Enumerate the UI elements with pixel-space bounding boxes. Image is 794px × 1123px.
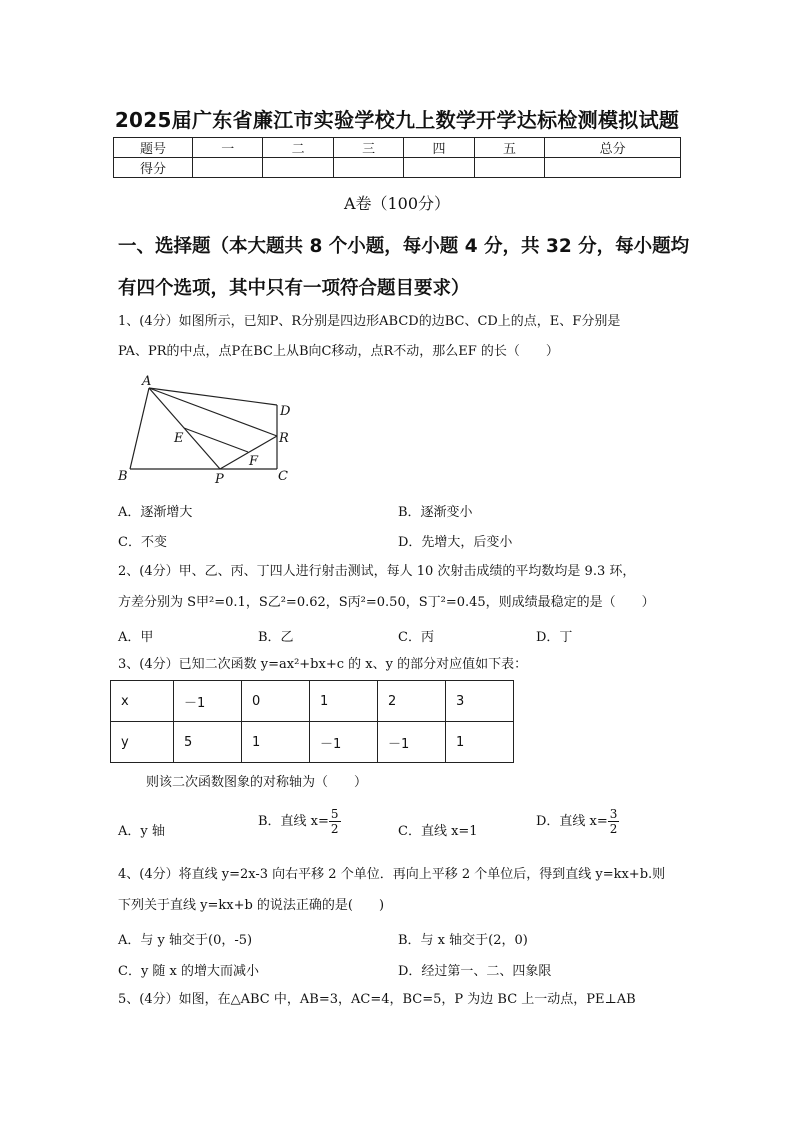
label-E: E bbox=[174, 431, 184, 446]
q3-y-cell: －1 bbox=[378, 722, 446, 763]
q3-y-cell: 5 bbox=[174, 722, 242, 763]
q1-text-line2: PA、PR的中点，点P在BC上从B向C移动，点R不动，那么EF 的长（ ） bbox=[118, 344, 559, 359]
q3-option-b[interactable] bbox=[258, 807, 341, 836]
label-P: P bbox=[215, 472, 224, 487]
score-cell[interactable] bbox=[474, 158, 544, 178]
q3-x-cell: 3 bbox=[446, 681, 514, 722]
q2-option-a[interactable]: A．甲 bbox=[118, 630, 154, 645]
segment-AR bbox=[149, 388, 277, 436]
score-header-cell: 总分 bbox=[545, 138, 681, 158]
q3-option-c[interactable]: C．直线 x=1 bbox=[398, 824, 478, 839]
q3-x-row bbox=[111, 681, 514, 722]
q4-text-line1: 4、(4分）将直线 y=2x-3 向右平移 2 个单位．再向上平移 2 个单位后，得到直线 y=kx+b.则 bbox=[118, 867, 666, 882]
q1-option-a[interactable]: A．逐渐增大 bbox=[118, 505, 193, 520]
label-D: D bbox=[280, 404, 291, 419]
q3-option-d[interactable] bbox=[536, 807, 619, 836]
q3-option-d-fraction: $\frac{3}{2}$ bbox=[609, 807, 618, 836]
q4-option-d[interactable]: D．经过第一、二、四象限 bbox=[398, 964, 552, 979]
q3-y-row bbox=[111, 722, 514, 763]
q2-option-c[interactable]: C．丙 bbox=[398, 630, 434, 645]
q2-text-line2: 方差分别为 S甲²=0.1，S乙²=0.62，S丙²=0.50，S丁²=0.45，则成绩最稳定的是（ ） bbox=[118, 595, 655, 610]
q3-option-b-prefix: B．直线 x= bbox=[258, 814, 329, 829]
section-heading-line2: 有四个选项，其中只有一项符合题目要求） bbox=[118, 278, 470, 299]
section-heading-line1: 一、选择题（本大题共 8 个小题，每小题 4 分，共 32 分，每小题均 bbox=[118, 236, 690, 257]
label-C: C bbox=[278, 469, 288, 484]
q1-text-line1: 1、(4分）如图所示，已知P、R分别是四边形ABCD的边BC、CD上的点，E、F分别是 bbox=[118, 314, 621, 329]
q3-x-cell: －1 bbox=[174, 681, 242, 722]
score-row-label: 得分 bbox=[114, 158, 193, 178]
q3-x-cell: 0 bbox=[242, 681, 310, 722]
q4-option-c[interactable]: C．y 随 x 的增大而减小 bbox=[118, 964, 260, 979]
q4-option-b[interactable]: B．与 x 轴交于(2，0) bbox=[398, 933, 528, 948]
q3-x-cell: 2 bbox=[378, 681, 446, 722]
q4-option-a[interactable]: A．与 y 轴交于(0，-5) bbox=[118, 933, 253, 948]
q3-y-cell: 1 bbox=[242, 722, 310, 763]
score-cell[interactable] bbox=[404, 158, 474, 178]
exam-title: 2025届广东省廉江市实验学校九上数学开学达标检测模拟试题 bbox=[114, 108, 680, 132]
q3-x-label: x bbox=[111, 681, 174, 722]
q3-x-cell: 1 bbox=[310, 681, 378, 722]
q3-y-cell: 1 bbox=[446, 722, 514, 763]
score-header-cell: 二 bbox=[263, 138, 333, 158]
score-table-score-row bbox=[114, 158, 681, 178]
q3-value-table bbox=[110, 680, 514, 763]
q5-text-line1: 5、(4分）如图，在△ABC 中，AB=3，AC=4，BC=5，P 为边 BC 上一动点，PE⊥AB bbox=[118, 992, 636, 1007]
score-header-cell: 三 bbox=[333, 138, 403, 158]
q3-question: 则该二次函数图象的对称轴为（ ） bbox=[146, 775, 368, 790]
q1-option-b[interactable]: B．逐渐变小 bbox=[398, 505, 473, 520]
q2-text-line1: 2、(4分）甲、乙、丙、丁四人进行射击测试，每人 10 次射击成绩的平均数均是 9.3 环， bbox=[118, 564, 636, 579]
q2-option-d[interactable]: D．丁 bbox=[536, 630, 573, 645]
score-header-cell: 五 bbox=[474, 138, 544, 158]
q1-option-c[interactable]: C．不变 bbox=[118, 535, 167, 550]
score-table-header-row bbox=[114, 138, 681, 158]
score-header-cell: 一 bbox=[193, 138, 263, 158]
edge-AD bbox=[149, 388, 277, 405]
score-cell[interactable] bbox=[263, 158, 333, 178]
q3-y-cell: －1 bbox=[310, 722, 378, 763]
label-F: F bbox=[249, 454, 259, 469]
score-cell[interactable] bbox=[333, 158, 403, 178]
score-cell[interactable] bbox=[193, 158, 263, 178]
score-header-cell: 题号 bbox=[114, 138, 193, 158]
q3-option-b-fraction: $\frac{5}{2}$ bbox=[330, 807, 339, 836]
section-subtitle: A卷（100分） bbox=[343, 194, 451, 213]
q3-y-label: y bbox=[111, 722, 174, 763]
score-table bbox=[113, 137, 681, 178]
label-A: A bbox=[142, 374, 152, 389]
q3-option-a[interactable]: A．y 轴 bbox=[118, 824, 165, 839]
score-header-cell: 四 bbox=[404, 138, 474, 158]
q4-text-line2: 下列关于直线 y=kx+b 的说法正确的是( ) bbox=[118, 898, 385, 913]
q3-option-d-prefix: D．直线 x= bbox=[536, 814, 608, 829]
q1-quadrilateral-figure bbox=[112, 370, 302, 488]
q1-option-d[interactable]: D．先增大，后变小 bbox=[398, 535, 513, 550]
label-B: B bbox=[118, 469, 128, 484]
score-cell[interactable] bbox=[545, 158, 681, 178]
q3-text-line1: 3、(4分）已知二次函数 y=ax²+bx+c 的 x、y 的部分对应值如下表： bbox=[118, 657, 528, 672]
segment-EF bbox=[184, 428, 248, 452]
edge-AB bbox=[130, 388, 149, 469]
label-R: R bbox=[279, 431, 289, 446]
q2-option-b[interactable]: B．乙 bbox=[258, 630, 294, 645]
